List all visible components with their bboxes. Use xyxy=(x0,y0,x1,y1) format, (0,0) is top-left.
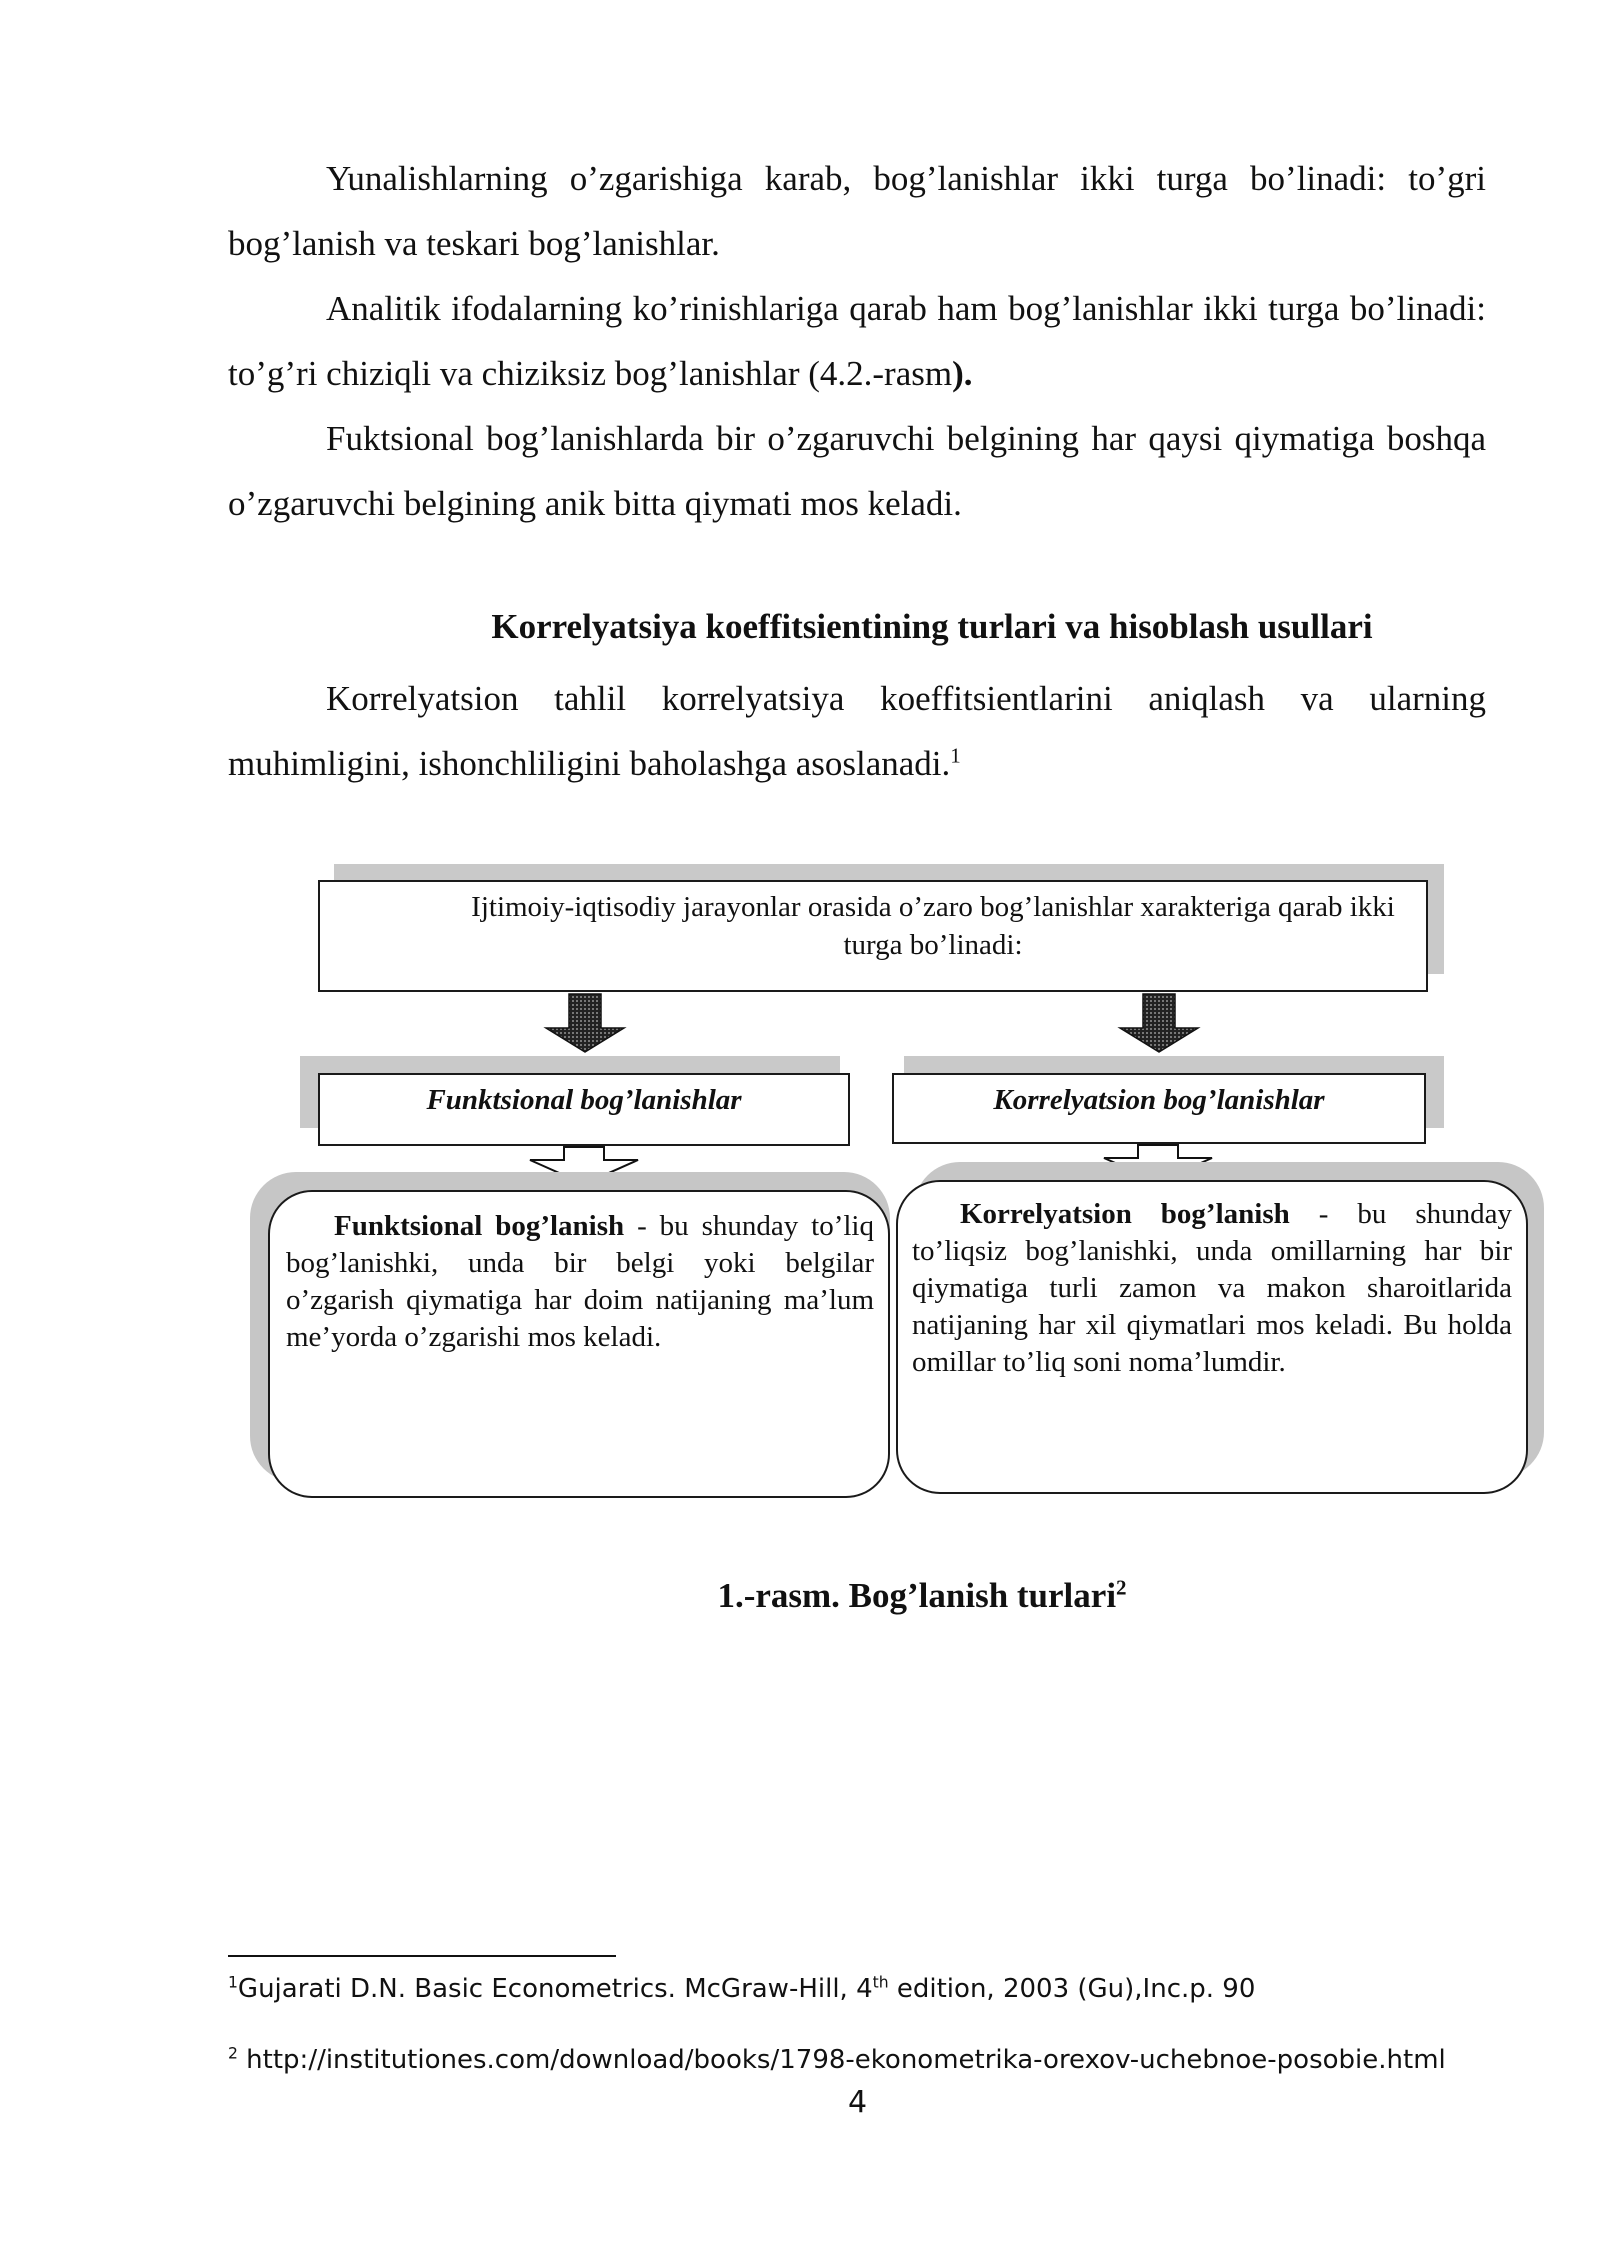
right-desc-text: - bu shunday to’liqsiz bog’lanishki, unda omillarning har bir qiymatiga turli zamon va makon sharoitlarida natijaning har xil qiymatlari mos keladi. Bu holda omillar to’liq soni noma’lumdir. xyxy=(912,1198,1512,1378)
footnote-1-sup: th xyxy=(872,1973,889,1992)
figure-caption xyxy=(228,1576,1486,1616)
paragraph-1-text: Yunalishlarning o’zgarishiga karab, bog’lanishlar ikki turga bo’linadi: to’gri bog’lanish va teskari bog’lanishlar. xyxy=(228,159,1486,263)
intro-paragraph xyxy=(228,666,1486,796)
footnote-2-text: http://institutiones.com/download/books/1798-ekonometrika-orexov-uchebnoe-posobie.html xyxy=(237,2045,1446,2075)
page-number: 4 xyxy=(847,2085,868,2120)
left-desc-box xyxy=(268,1190,890,1498)
paragraph-1 xyxy=(228,146,1486,276)
footnote-1-text: Gujarati D.N. Basic Econometrics. McGraw-Hill, 4 xyxy=(237,1974,873,2004)
paragraph-2-close: ). xyxy=(952,354,973,393)
right-title-text: Korrelyatsion bog’lanishlar xyxy=(993,1084,1325,1116)
left-title-box xyxy=(318,1073,850,1146)
left-desc-term: Funktsional bog’lanish xyxy=(334,1210,625,1242)
footnote-ref-1: 1 xyxy=(950,743,961,768)
paragraph-3-text: Fuktsional bog’lanishlarda bir o’zgaruvchi belgining har qaysi qiymatiga boshqa o’zgaruvchi belgining anik bitta qiymati mos keladi. xyxy=(228,419,1486,523)
right-title-box xyxy=(892,1073,1426,1144)
section-heading: Korrelyatsiya koeffitsientining turlari va hisoblash usullari xyxy=(491,607,1373,646)
footnote-1-ref: 1 xyxy=(228,1973,238,1992)
footnote-separator xyxy=(228,1955,616,1957)
top-box xyxy=(318,880,1428,992)
paragraph-3 xyxy=(228,406,1486,536)
right-desc-box xyxy=(896,1180,1528,1494)
figure-caption-text: 1.-rasm. Bog’lanish turlari xyxy=(717,1576,1117,1615)
paragraph-2-text: Analitik ifodalarning ko’rinishlariga qarab ham bog’lanishlar ikki turga bo’linadi: to’g’ri chiziqli va chiziksiz bog’lanishlar (4.2.-rasm xyxy=(228,289,1486,393)
left-desc-text: - bu shunday to’liq bog’lanishki, unda bir belgi yoki belgilar o’zgarish qiymatiga har doim natijaning ma’lum me’yorda o’zgarishi mos keladi. xyxy=(286,1210,874,1353)
footnote-2-ref: 2 xyxy=(228,2044,238,2063)
intro-paragraph-text: Korrelyatsion tahlil korrelyatsiya koeffitsientlarini aniqlash va ularning muhimligini, ishonchliligini baholashga asoslanadi. xyxy=(228,679,1486,783)
footnote-1-text-end: edition, 2003 (Gu),Inc.p. 90 xyxy=(888,1974,1256,2004)
left-down-arrow-icon xyxy=(540,992,630,1054)
footnote-2 xyxy=(228,2043,1446,2077)
left-title-text: Funktsional bog’lanishlar xyxy=(426,1084,742,1116)
right-desc-term: Korrelyatsion bog’lanish xyxy=(960,1198,1290,1230)
right-down-arrow-icon xyxy=(1114,992,1204,1054)
footnote-ref-2: 2 xyxy=(1116,1575,1127,1600)
paragraph-2 xyxy=(228,276,1486,406)
top-box-text: Ijtimoiy-iqtisodiy jarayonlar orasida o’zaro bog’lanishlar xarakteriga qarab ikki turga bo’linadi: xyxy=(471,891,1395,961)
footnote-1 xyxy=(228,1972,1255,2006)
